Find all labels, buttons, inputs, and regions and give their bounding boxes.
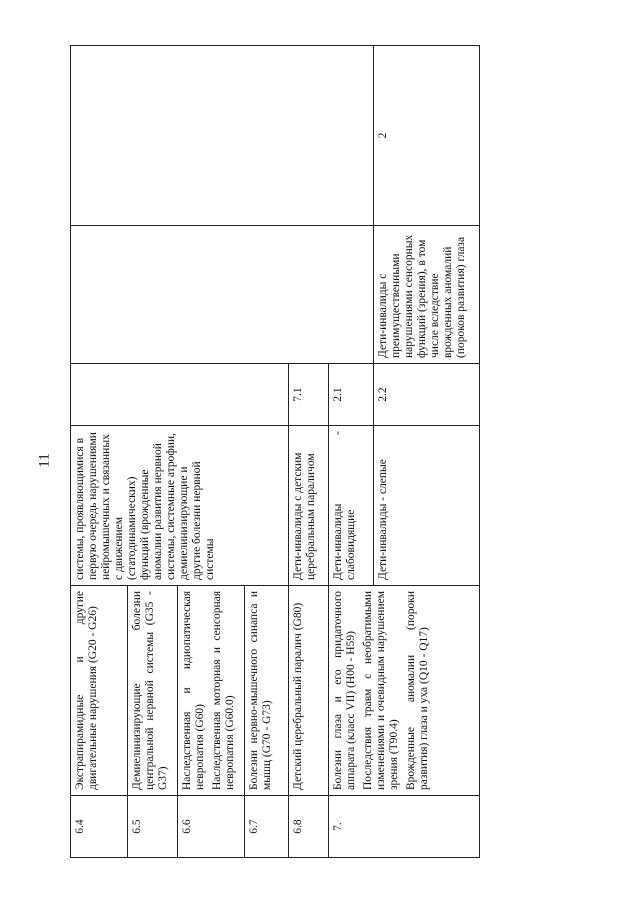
disease-cell: Экстрапирамидные и другие двигательные нарушения (G20 - G26) [71,586,128,796]
group-number-cell [71,46,374,226]
cp-description: Дети-инвалиды с детским церебральным параличом [289,426,329,586]
subgroup-number: 2.2 [374,364,480,426]
subgroup-number: 7.1 [289,364,329,426]
disease-cell: Наследственная и идиопатическая невропатия (G60) Наследственная моторная и сенсорная невропатия (G60.0) [178,586,245,796]
disability-table [70,45,480,858]
row-number: 7. [329,796,480,858]
group6-description: системы, проявляющимися в первую очередь нарушениями нейромышечных и связанных с движением (статодинамических) функций (врожденные аномалии развития нервной системы, системные атрофии, демиелинизирующие и другие болезни нервной системы [71,426,289,586]
group2-description: Дети-инвалиды с преимущественными нарушениями сенсорных функций (зрения), в том числе вследствие врожденных аномалий (пороков развития) глаза [374,226,480,364]
disease-cell: Болезни глаза и его придаточного аппарата (класс VII) (H00 - H59) Последствия травм с необратимыми изменениями и очевидным нарушением зрения (T90.4) Врожденные аномалии (пороки развития) глаза и уха (Q10 - Q17) [329,586,480,796]
sub22-description: Дети-инвалиды - слепые [374,426,480,586]
row-number: 6.7 [245,796,289,858]
disease-cell: Детский церебральный паралич (G80) [289,586,329,796]
table-row [71,46,128,858]
page-number: 11 [36,453,53,468]
row-number: 6.8 [289,796,329,858]
rotated-table-page [70,46,480,858]
group-description-cell [71,226,374,364]
sub21-description: - Дети-инвалиды слабовидящие [329,426,374,586]
row-number: 6.4 [71,796,128,858]
row-number: 6.5 [128,796,178,858]
subgroup-number-cell [71,364,289,426]
group-number: 2 [374,46,480,226]
disease-cell: Болезни нервно-мышечного синапса и мышц (G70 - G73) [245,586,289,796]
disease-cell: Демиелинизирующие болезни центральной нервной системы (G35 - G37) [128,586,178,796]
subgroup-number: 2.1 [329,364,374,426]
row-number: 6.6 [178,796,245,858]
